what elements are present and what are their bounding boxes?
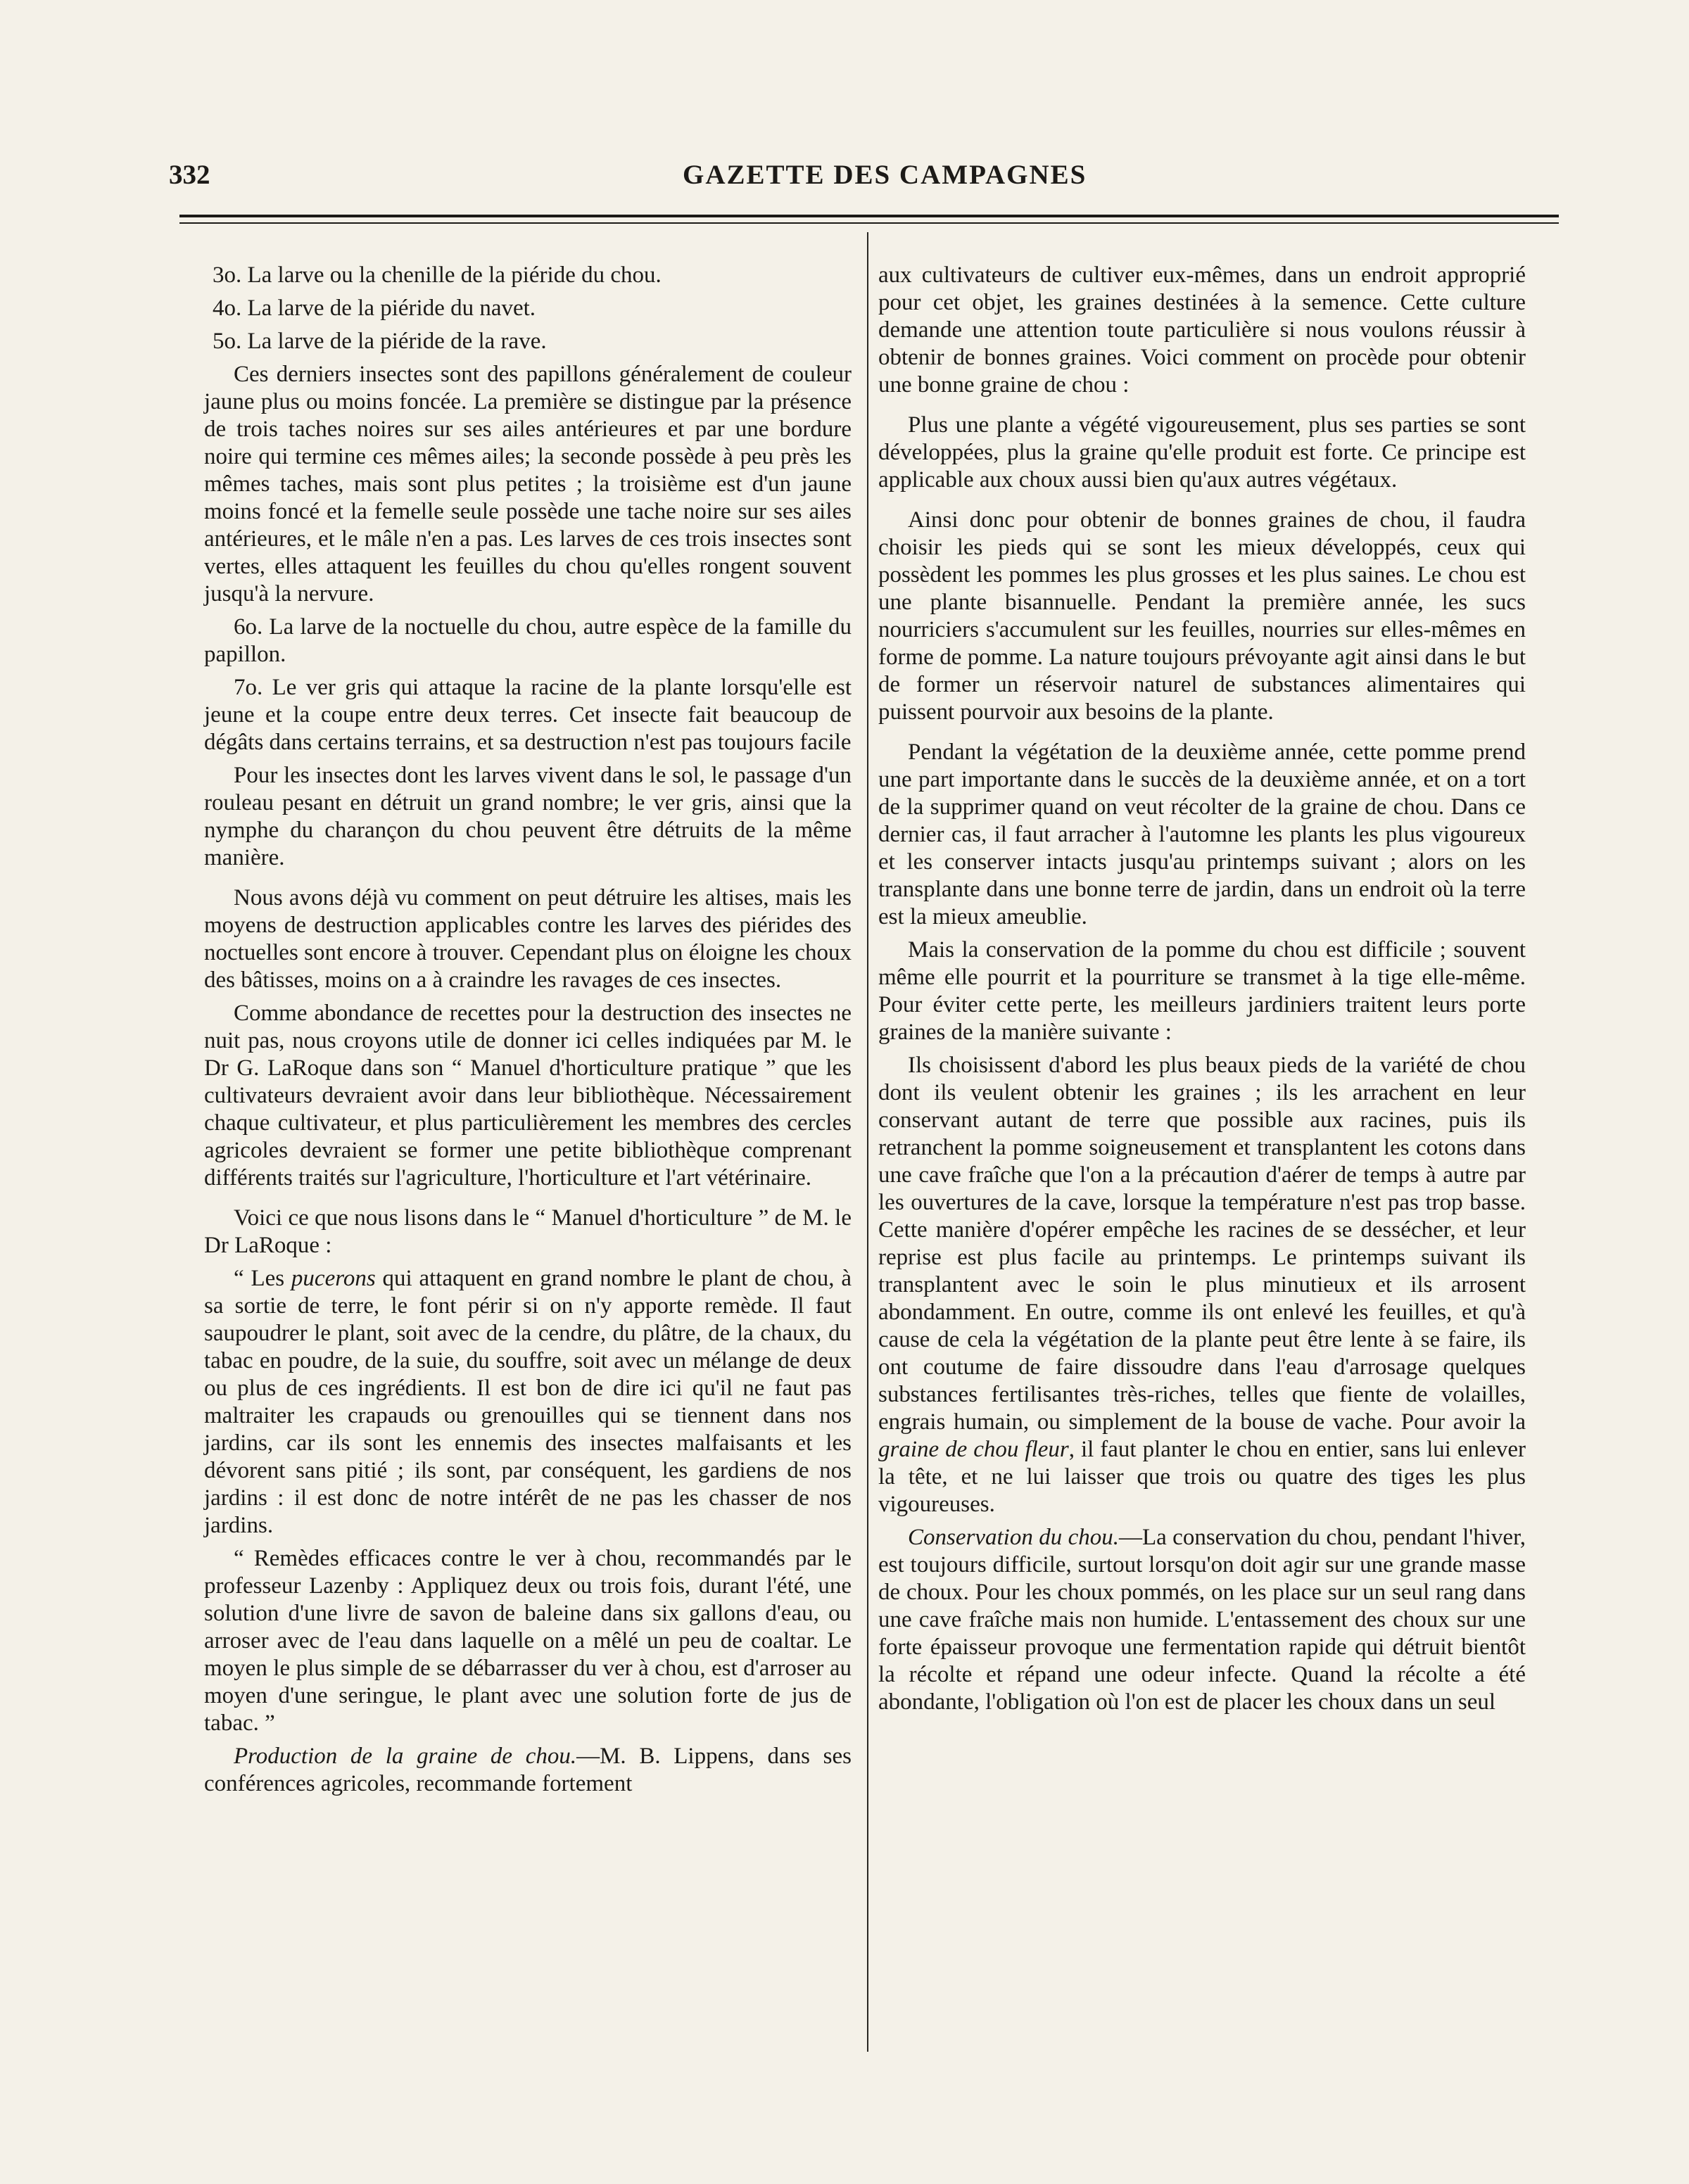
journal-title: GAZETTE DES CAMPAGNES [683, 160, 1087, 190]
paragraph: 5o. La larve de la piéride de la rave. [213, 329, 547, 354]
paragraph: Nous avons déjà vu comment on peut détruire les altises, mais les moyens de destruction applicables contre les larves des piérides des noctuelles sont encore à trouver. Cependant plus on éloigne les choux des bâtisses, moins on a à craindre les ravages de ces insectes. [204, 885, 852, 993]
section-heading: Production de la graine de chou. [234, 1744, 577, 1769]
column-divider [867, 232, 868, 2052]
paragraph: Comme abondance de recettes pour la destruction des insectes ne nuit pas, nous croyons utile de donner ici celles indiquées par M. le Dr G. LaRoque dans son “ Manuel d'horticulture pratique ” que les cultivateurs devraient avoir dans leur bibliothèque. Nécessairement chaque cultivateur, et plus particulièrement les membres des cercles agricoles devraient se former une petite bibliothèque comprenant différents traités sur l'agriculture, l'horticulture et l'art vétérinaire. [204, 1001, 852, 1191]
paragraph: “ Remèdes efficaces contre le ver à chou, recommandés par le professeur Lazenby : Appliquez deux ou trois fois, durant l'été, une solution d'une livre de savon de baleine dans six gallons d'eau, ou arroser avec de l'eau dans laquelle on a mêlé un peu de coaltar. Le moyen le plus simple de se débarrasser du ver à chou, est d'arroser au moyen d'une seringue, le plant avec une solution forte de jus de tabac. ” [204, 1546, 852, 1736]
text-run: qui attaquent en grand nombre le plant de chou, à sa sortie de terre, le font périr si on n'y apporte remède. Il faut saupoudrer le plant, soit avec de la cendre, du plâtre, de la chaux, du tabac en poudre, de la suie, du souffre, soit avec un mélange de deux ou plus de ces ingrédients. Il est bon de dire ici qu'il ne faut pas maltraiter les crapauds ou grenouilles qui se tiennent dans nos jardins, car ils sont les ennemis des insectes malfaisants et les dévorent sans pitié ; ils sont, par conséquent, les gardiens de nos jardins : il est donc de notre intérêt de ne pas les chasser de nos jardins. [204, 1266, 852, 1538]
page-header [169, 159, 1562, 194]
paragraph: 4o. La larve de la piéride du navet. [213, 296, 536, 321]
paragraph: Ainsi donc pour obtenir de bonnes graines de chou, il faudra choisir les pieds qui se sont les mieux développés, ceux qui possèdent les pommes les plus grosses et les plus saines. Le chou est une plante bisannuelle. Pendant la première année, les sucs nourriciers s'accumulent sur les feuilles, nourries sur elles-mêmes en forme de pomme. La nature toujours prévoyante agit ainsi dans le but de former un réservoir naturel de substances alimentaires qui puissent pourvoir aux besoins de la plante. [878, 507, 1526, 725]
paragraph [878, 1524, 1526, 1716]
header-rule-thin [179, 222, 1559, 224]
paragraph: aux cultivateurs de cultiver eux-mêmes, dans un endroit approprié pour cet objet, les graines destinées à la semence. Cette culture demande une attention toute particulière si nous voulons réussir à obtenir de bonnes graines. Voici comment on procède pour obtenir une bonne graine de chou : [878, 262, 1526, 398]
paragraph: 3o. La larve ou la chenille de la piéride du chou. [213, 262, 662, 288]
left-column [204, 262, 852, 1803]
paragraph: 7o. Le ver gris qui attaque la racine de la plante lorsqu'elle est jeune et la coupe entre deux terres. Cet insecte fait beaucoup de dégâts dans certains terrains, et sa destruction n'est pas toujours facile [204, 675, 852, 755]
text-run: Ils choisissent d'abord les plus beaux pieds de la variété de chou dont ils veulent obtenir les graines ; ils les arrachent en leur conservant autant de terre que possible aux racines, puis ils retranchent la pomme soigneusement et transplantent les cotons dans une cave fraîche que l'on a la précaution d'aérer de temps à autre par les ouvertures de la cave, lorsque la température n'est pas trop basse. Cette manière d'opérer empêche les racines de se dessécher, et leur reprise est plus facile au printemps. Le printemps suivant ils transplantent avec le soin le plus minutieux et ils arrosent abondamment. En outre, comme ils ont enlevé les feuilles, et qu'à cause de cela la végétation de la plante peut être lente à se faire, ils ont coutume de faire dissoudre dans l'eau d'arrosage quelques substances fertilisantes très-riches, telles que fiente de volailles, engrais humain, ou simplement de la bouse de vache. Pour avoir la [878, 1053, 1526, 1435]
text-run: —M. B. Lippens, dans ses conférences agricoles, recommande fortement [204, 1744, 852, 1796]
paragraph: Mais la conservation de la pomme du chou est difficile ; souvent même elle pourrit et la pourriture se transmet à la tige elle-même. Pour éviter cette perte, les meilleurs jardiniers traitent leurs porte graines de la manière suivante : [878, 937, 1526, 1045]
paragraph: Voici ce que nous lisons dans le “ Manuel d'horticulture ” de M. le Dr LaRoque : [204, 1205, 852, 1258]
paragraph: Pendant la végétation de la deuxième année, cette pomme prend une part importante dans le succès de la deuxième année, et on a tort de la supprimer quand on veut récolter de la graine de chou. Dans ce dernier cas, il faut arracher à l'automne les plants les plus vigoureux et les conserver intacts jusqu'au printemps suivant ; alors on les transplante dans une bonne terre de jardin, dans un endroit où la terre est la mieux ameublie. [878, 739, 1526, 929]
paragraph: 6o. La larve de la noctuelle du chou, autre espèce de la famille du papillon. [204, 614, 852, 667]
paragraph: Pour les insectes dont les larves vivent dans le sol, le passage d'un rouleau pesant en détruit un grand nombre; le ver gris, ainsi que la nymphe du charançon du chou peuvent être détruits de la même manière. [204, 763, 852, 870]
right-column [878, 262, 1526, 1722]
paragraph [204, 1743, 852, 1798]
text-run: , il faut planter le chou en entier, sans lui enlever la tête, et ne lui laisser que trois ou quatre des tiges les plus vigoureuses. [878, 1437, 1526, 1517]
text-run: “ Les [234, 1266, 291, 1291]
page-number: 332 [169, 160, 210, 190]
paragraph: Ces derniers insectes sont des papillons généralement de couleur jaune plus ou moins foncée. La première se distingue par la présence de trois taches noires sur ses ailes antérieures et par une bordure noire qui termine ces mêmes ailes; la seconde possède à peu près les mêmes taches, mais sont plus petites ; la troisième est d'un jaune moins foncé et la femelle seule possède une tache noire sur ses ailes antérieures, et le mâle n'en a pas. Les larves de ces trois insectes sont vertes, elles attaquent les feuilles du chou qu'elles rongent souvent jusqu'à la nervure. [204, 362, 852, 607]
italic-term: pucerons [291, 1266, 376, 1291]
italic-term: graine de chou fleur [878, 1437, 1069, 1462]
paragraph: Plus une plante a végété vigoureusement, plus ses parties se sont développées, plus la graine qu'elle produit est forte. Ce principe est applicable aux choux aussi bien qu'aux autres végétaux. [878, 412, 1526, 493]
paragraph [204, 1265, 852, 1539]
text-run: —La conservation du chou, pendant l'hiver, est toujours difficile, surtout lorsqu'on doit agir sur une grande masse de choux. Pour les choux pommés, on les place sur un seul rang dans une cave fraîche mais non humide. L'entassement des choux sur une forte épaisseur provoque une fermentation rapide qui détruit bientôt la récolte et répand une odeur infecte. Quand la récolte a été abondante, l'obligation où l'on est de placer les choux dans un seul [878, 1525, 1526, 1715]
section-heading: Conservation du chou. [908, 1525, 1119, 1550]
paragraph [878, 1052, 1526, 1518]
header-rule-thick [179, 215, 1559, 217]
